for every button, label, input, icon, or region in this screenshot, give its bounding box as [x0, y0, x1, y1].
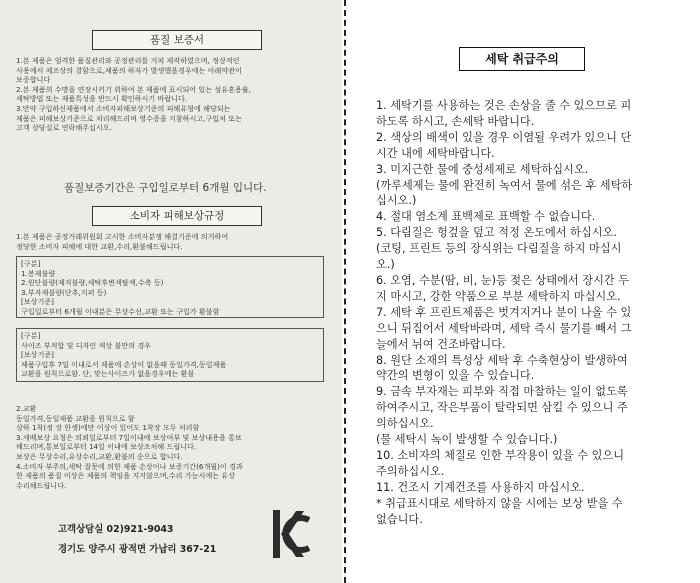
care-instruction-line: 11. 건조시 기계건조를 사용하지 마십시오. — [376, 480, 585, 494]
defects-line: [보상기준] — [21, 297, 54, 307]
care-instruction-line: 으니 뒤집어서 세탁바라며, 세탁 즉시 물기를 빼서 그 — [376, 321, 632, 335]
care-title: 세탁 취급주의 — [459, 47, 585, 71]
care-instruction-line: 오.) — [376, 258, 395, 272]
care-instruction-line: 시간 내에 세탁바랍니다. — [376, 146, 495, 160]
care-instructions-panel — [350, 0, 700, 583]
size-box-text — [21, 331, 226, 379]
compensation-intro-line: 1.본 제품은 공정거래위원회 고시한 소비자분쟁 해결기준에 의거하여 — [16, 232, 229, 241]
care-instruction-line: 9. 금속 부자재는 피부와 직접 마찰하는 일이 없도록 — [376, 385, 628, 399]
cut-line-divider — [344, 0, 346, 583]
compensation-extra-line: 3.세배보상 요청은 의뢰일로부터 7일이내에 보상여부 및 보상내용을 통보 — [16, 432, 242, 442]
compensation-extra-line: 한 제품의 품질 이상은 제품의 책임을 지지않으며,수리 가능시에는 유상 — [16, 471, 236, 481]
defects-line: 구입일로부터 6개월 이내분은 무상수선,교환 또는 구입가 환불함 — [21, 306, 220, 316]
care-instruction-line: 없습니다. — [376, 512, 423, 526]
warranty-body — [16, 56, 251, 133]
care-instruction-line: 6. 오염, 수분(땀, 비, 눈)등 젖은 상태에서 장시간 두 — [376, 273, 630, 287]
warranty-line: 2.본 제품의 수명을 연장시키기 위하여 본 제품에 표시되어 있는 섬유혼용률, — [16, 84, 251, 94]
care-instruction-line: 3. 미지근한 물에 중성세제로 세탁하십시오. — [376, 162, 589, 176]
compensation-title: 소비자 피해보상규정 — [92, 206, 262, 226]
compensation-extra-line: 상하 1착(정 장 한셋)에만 이상이 있어도 1착장 모두 처리함 — [16, 423, 200, 433]
warranty-title: 품질 보증서 — [92, 30, 262, 50]
compensation-box-defects — [16, 256, 324, 318]
warranty-period: 품질보증기간은 구입일로부터 6개월 입니다. — [64, 182, 267, 194]
compensation-intro — [16, 232, 228, 251]
care-instruction-line: 늘에서 뉘여 건조바랍니다. — [376, 337, 506, 351]
care-instruction-line: (물 세탁시 녹이 발생할 수 있습니다.) — [376, 433, 558, 447]
care-instruction-line: 2. 색상의 배색이 있을 경우 이염될 우려가 있으니 단 — [376, 130, 632, 144]
compensation-extra-line: 보상은 무상수리,유상수리,교환,환불의 순으로 합니다. — [16, 451, 183, 461]
care-instruction-line: 지 마시고, 강한 약품으로 부분 세탁하지 마십시오. — [376, 289, 621, 303]
care-instruction-line: 4. 절대 염소계 표백제로 표백할 수 없습니다. — [376, 210, 596, 224]
contact-address: 경기도 양주시 광적면 가납리 367-21 — [58, 544, 217, 555]
warranty-line: 사용에서 제조상의 결함으로,제품의 하자가 발생했을경우에는 아래약관이 — [16, 65, 242, 75]
size-line: 제품구입후 7일 이내로서 제품에 손상이 없을때 동일가격,동일제품 — [21, 359, 227, 369]
compensation-extra-line: 수리해드립니다. — [16, 480, 67, 490]
care-instruction-line: 하여주시고, 작은부품이 탈락되면 삼킬 수 있으니 주 — [376, 401, 628, 415]
size-line: [보상기준] — [21, 350, 54, 360]
warranty-line: 세탁방법 또는 제품특성을 반드시 확인하시기 바랍니다. — [16, 94, 188, 104]
compensation-extra-line: 4.소비자 부주의,세탁 잘못에 의한 제품 손상이나 보증기간(6개월)이 경과 — [16, 461, 243, 471]
care-instruction-line: 의하십시오. — [376, 417, 434, 431]
care-instruction-line: 십시오.) — [376, 194, 417, 208]
size-line: 사이즈 부적합 및 디자인 색상 불만의 경우 — [21, 340, 152, 350]
care-instruction-line: 주의하십시오. — [376, 464, 445, 478]
defects-line: 1.봉제불량 — [21, 268, 56, 278]
care-instruction-line: 1. 세탁기를 사용하는 것은 손상을 줄 수 있으므로 피 — [376, 99, 632, 112]
care-instruction-line: (코팅, 프린트 등의 장식위는 다림질을 하지 마십시 — [376, 242, 622, 256]
care-instruction-line: (까루세제는 물에 완전히 녹여서 물에 섞은 후 세탁하 — [376, 178, 633, 192]
warranty-card — [0, 0, 342, 583]
warranty-line: 제품은 피해보상기준으로 처리해드리며 영수증을 지참하시고,구입처 또는 — [16, 113, 242, 123]
contact-phone: 고객상담실 02)921-9043 — [58, 524, 174, 535]
warranty-line: 3.만약 구입하신제품에서 소비자피해보상기준의 피해유형에 해당되는 — [16, 103, 231, 113]
compensation-box-size — [16, 328, 324, 382]
care-instruction-line: 약간의 변형이 있을 수 있습니다. — [376, 369, 535, 383]
care-instruction-line: * 취급표시대로 세탁하지 않을 시에는 보상 받을 수 — [376, 496, 623, 510]
defects-line: 3.부자재불량(단추,지퍼 등) — [21, 287, 107, 297]
care-instruction-line: 7. 세탁 후 프린트제품은 벗겨지거나 분이 나올 수 있 — [376, 305, 632, 319]
warranty-line: 보증합니다 — [16, 75, 51, 85]
size-line: [구분] — [21, 331, 41, 340]
kc-mark-logo — [272, 508, 310, 560]
care-instruction-list — [376, 98, 696, 527]
compensation-extra — [16, 404, 243, 490]
size-line: 교환을 원칙으로함. 단, 맞는사이즈가 없을경우에는 환불 — [21, 369, 195, 379]
care-instruction-line: 10. 소비자의 체질로 인한 부작용이 있을 수 있으니 — [376, 448, 625, 462]
compensation-intro-line: 정당한 소비자 피해에 대한 교환,수리,환불해드립니다. — [16, 241, 183, 251]
warranty-line: 고객 상담실로 연락해주십시오. — [16, 123, 112, 133]
care-instruction-line: 5. 다림질은 헝겊을 덮고 적정 온도에서 하십시오. — [376, 226, 617, 240]
care-instruction-line: 하도록 하시고, 손세탁 바랍니다. — [376, 114, 535, 128]
warranty-line: 1.본 제품은 엄격한 품질관리와 공정관리를 거쳐 제작하였으며, 정상적인 — [16, 56, 240, 65]
defects-box-text — [21, 259, 219, 317]
compensation-extra-line: 2.교환 — [16, 404, 37, 413]
compensation-extra-line: 해드리며,통보일로부터 14일 이내에 보상조처해 드립니다. — [16, 442, 197, 452]
defects-line: [구분] — [21, 259, 41, 268]
care-instruction-line: 8. 원단 소재의 특성상 세탁 후 수축현상이 발생하여 — [376, 353, 628, 367]
compensation-extra-line: 동일가격,동일제품 교환을 원칙으로 함 — [16, 413, 135, 423]
defects-line: 2.원단불량(제직불량,세탁후변색탈색,수축 등) — [21, 278, 164, 288]
